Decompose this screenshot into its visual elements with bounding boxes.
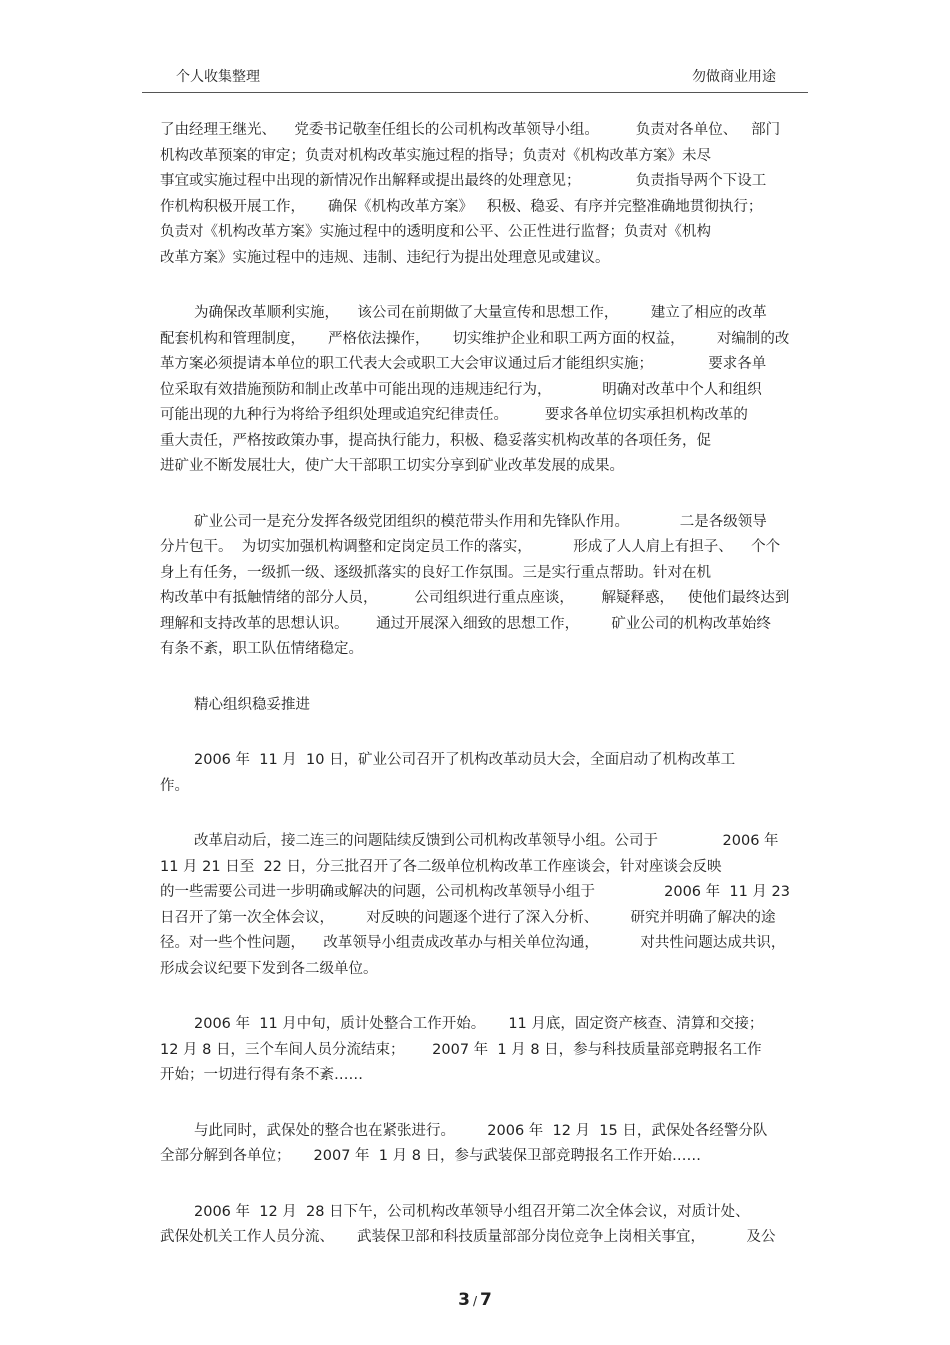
text-line: 构改革中有抵触情绪的部分人员， 公司组织进行重点座谈， 解疑释惑， 使他们最终达到: [160, 590, 790, 606]
page-separator: /: [472, 1294, 478, 1308]
paragraph: [160, 510, 792, 663]
text-line: 理解和支持改革的思想认识。 通过开展深入细致的思想工作， 矿业公司的机构改革始终: [160, 615, 771, 632]
paragraph: [160, 829, 792, 982]
text-line: 2006 年 12 月 28 日下午，公司机构改革领导小组召开第二次全体会议，对质计处、: [194, 1203, 750, 1220]
text-line: 有条不紊，职工队伍情绪稳定。: [160, 641, 363, 657]
text-line: 了由经理王继光、 党委书记敬奎任组长的公司机构改革领导小组。 负责对各单位、 部门: [160, 122, 781, 138]
text-line: 分片包干。 为切实加强机构调整和定岗定员工作的落实， 形成了人人肩上有担子、 个个: [160, 539, 781, 555]
header-right-text: 勿做商业用途: [692, 69, 776, 85]
page-number: [0, 1290, 950, 1310]
paragraph: [160, 1200, 792, 1251]
text-line: 改革启动后，接二连三的问题陆续反馈到公司机构改革领导小组。公司于 2006 年: [194, 833, 779, 849]
text-line: 机构改革预案的审定；负责对机构改革实施过程的指导；负责对《机构改革方案》未尽: [160, 147, 711, 164]
text-line: 2006 年 11 月中旬，质计处整合工作开始。 11 月底，固定资产核查、清算和交接；: [194, 1016, 764, 1032]
text-line: 作机构积极开展工作， 确保《机构改革方案》 积极、稳妥、有序并完整准确地贯彻执行；: [160, 198, 763, 215]
paragraph: [160, 1012, 792, 1089]
text-line: 日召开了第一次全体会议， 对反映的问题逐个进行了深入分析、 研究并明确了解决的途: [160, 909, 776, 926]
text-line: 径。对一些个性问题， 改革领导小组责成改革办与相关单位沟通， 对共性问题达成共识，: [160, 935, 786, 951]
text-line: 作。: [160, 777, 189, 794]
section-heading: [160, 693, 792, 719]
text-line: 位采取有效措施预防和制止改革中可能出现的违规违纪行为， 明确对改革中个人和组织: [160, 381, 762, 398]
text-line: 2006 年 11 月 10 日，矿业公司召开了机构改革动员大会，全面启动了机构改革工: [194, 752, 736, 768]
text-line: 改革方案》实施过程中的违规、违制、违纪行为提出处理意见或建议。: [160, 249, 610, 266]
text-line: 事宜或实施过程中出现的新情况作出解释或提出最终的处理意见； 负责指导两个下设工: [160, 173, 767, 189]
text-line: 负责对《机构改革方案》实施过程中的透明度和公平、公正性进行监督；负责对《机构: [160, 224, 711, 240]
text-line: 11 月 21 日至 22 日，分三批召开了各二级单位机构改革工作座谈会，针对座谈会反映: [160, 858, 722, 875]
text-line: 的一些需要公司进一步明确或解决的问题，公司机构改革领导小组于 2006 年 11 月 23: [160, 884, 790, 900]
text-line: 可能出现的九种行为将给予组织处理或追究纪律责任。 要求各单位切实承担机构改革的: [160, 407, 748, 423]
text-line: 全部分解到各单位； 2007 年 1 月 8 日，参与武装保卫部竞聘报名工作开始……: [160, 1148, 702, 1164]
paragraph: [160, 1119, 792, 1170]
text-line: 重大责任，严格按政策办事，提高执行能力，积极、稳妥落实机构改革的各项任务，促: [160, 432, 711, 449]
text-line: 为确保改革顺利实施， 该公司在前期做了大量宣传和思想工作， 建立了相应的改革: [194, 305, 767, 321]
text-line: 与此同时，武保处的整合也在紧张进行。 2006 年 12 月 15 日，武保处各经警分队: [194, 1122, 768, 1139]
text-line: 形成会议纪要下发到各二级单位。: [160, 960, 378, 977]
paragraph: [160, 118, 792, 271]
header-left-text: 个人收集整理: [176, 69, 260, 85]
text-line: 革方案必须提请本单位的职工代表大会或职工大会审议通过后才能组织实施； 要求各单: [160, 356, 767, 372]
page-header: [142, 60, 808, 93]
text-line: 12 月 8 日，三个车间人员分流结束； 2007 年 1 月 8 日，参与科技质量部竞聘报名工作: [160, 1041, 762, 1058]
paragraph: [160, 301, 792, 480]
text-line: 开始；一切进行得有条不紊……: [160, 1067, 363, 1083]
text-line: 身上有任务，一级抓一级、逐级抓落实的良好工作氛围。三是实行重点帮助。针对在机: [160, 564, 711, 581]
current-page: 3: [458, 1290, 470, 1310]
text-line: 矿业公司一是充分发挥各级党团组织的模范带头作用和先锋队作用。 二是各级领导: [194, 513, 767, 530]
paragraph: [160, 748, 792, 799]
document-body: [160, 118, 792, 1281]
text-line: 进矿业不断发展壮大，使广大干部职工切实分享到矿业改革发展的成果。: [160, 458, 624, 474]
text-line: 武保处机关工作人员分流、 武装保卫部和科技质量部部分岗位竞争上岗相关事宜， 及公: [160, 1229, 776, 1245]
text-line: 配套机构和管理制度， 严格依法操作， 切实维护企业和职工两方面的权益， 对编制的改: [160, 330, 790, 347]
total-pages: 7: [480, 1290, 492, 1310]
heading-line: 精心组织稳妥推进: [194, 696, 310, 713]
